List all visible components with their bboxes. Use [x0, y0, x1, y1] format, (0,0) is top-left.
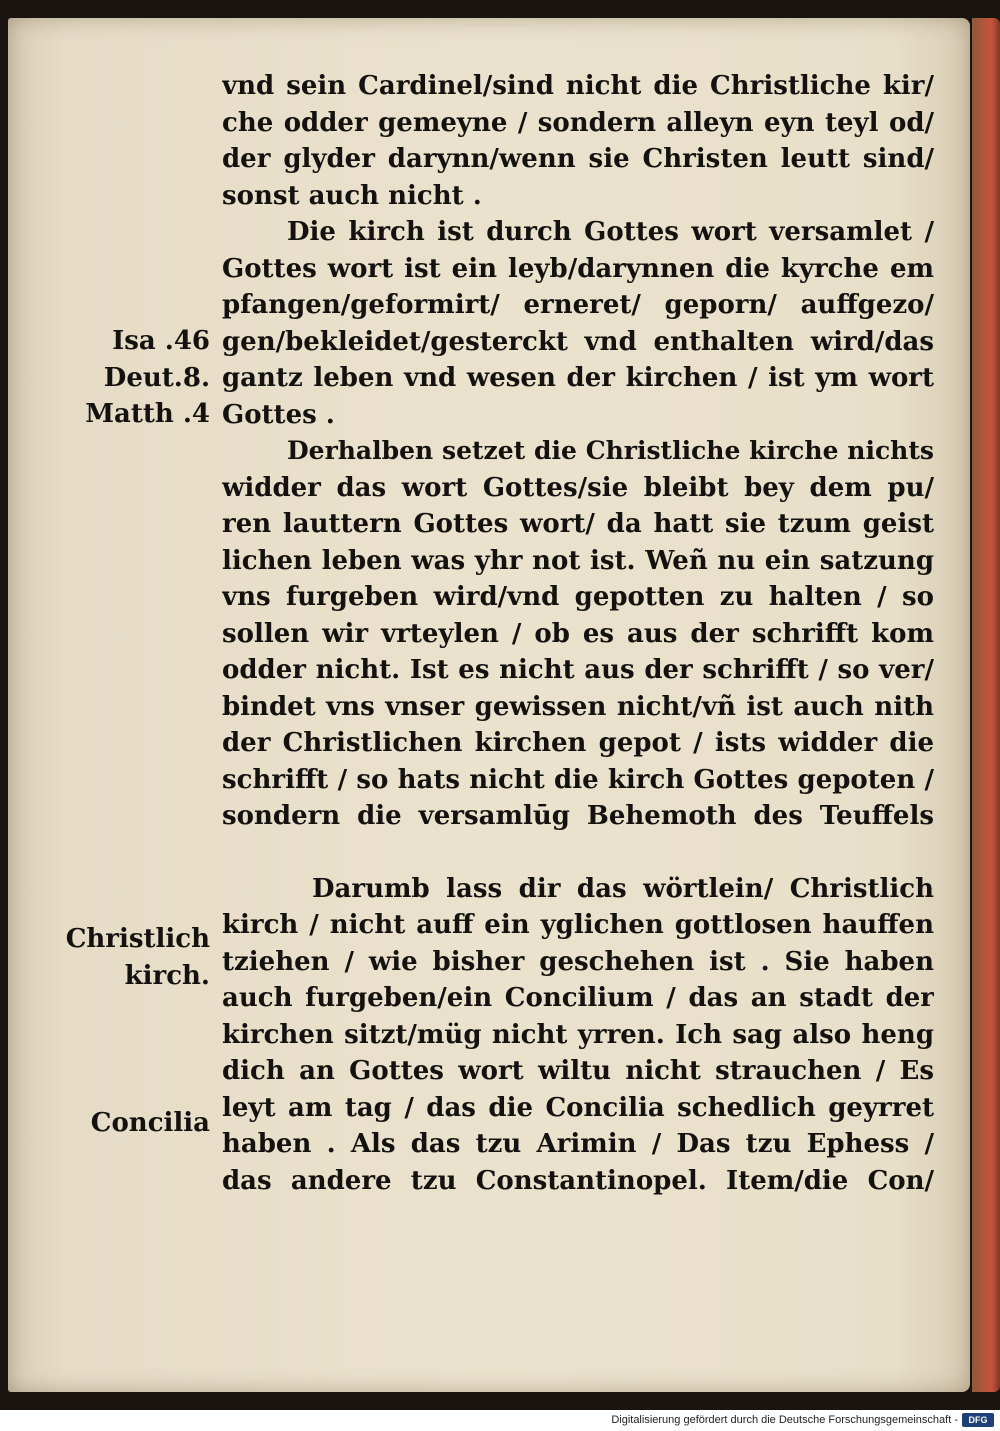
footer [0, 1410, 1000, 1431]
text-line: Darumb lass dir das wörtlein/ Christlich [312, 873, 934, 904]
text-line: dich an Gottes wort wiltu nicht strauchen / Es [222, 1056, 934, 1086]
margin-note-deut: Deut.8. [103, 363, 210, 393]
page-edge [972, 18, 1000, 1392]
text-line: widder das wort Gottes/sie bleibt bey dem pu/ [222, 472, 934, 503]
text-line: gen/bekleidet/gesterckt vnd enthalten wird/das [222, 326, 934, 357]
text-line: ren lauttern Gottes wort/ da hatt sie tzum geist [222, 509, 934, 539]
text-line: kirchen sitzt/müg nicht yrren. Ich sag also heng [222, 1019, 934, 1050]
text-line: bindet vns vnser gewissen nicht/vñ ist auch nith [222, 691, 934, 722]
text-line: odder nicht. Ist es nicht aus der schrifft / so ver/ [222, 655, 934, 685]
text-line: das andere tzu Constantinopel. Item/die Con/ [222, 1165, 934, 1196]
margin-note-matth: Matth .4 [85, 399, 210, 429]
text-line: vns furgeben wird/vnd gepotten zu halten / so [222, 582, 934, 612]
margin-note-christlich: Christlich [65, 924, 210, 954]
text-line: pfangen/geformirt/ erneret/ geporn/ auffgezo/ [222, 290, 934, 320]
text-line: auch furgeben/ein Concilium / das an stadt der [222, 983, 934, 1013]
text-line: Derhalben setzet die Christliche kirche nichts [287, 436, 934, 465]
text-line: tziehen / wie bisher geschehen ist . Sie haben [222, 946, 934, 977]
footer-credit: Digitalisierung gefördert durch die Deutsche Forschungsgemeinschaft - [611, 1414, 958, 1426]
dfg-logo: DFG [962, 1413, 994, 1427]
text-line: schrifft / so hats nicht die kirch Gottes gepoten / [222, 764, 934, 795]
text-line: der glyder darynn/wenn sie Christen leutt sind/ [222, 144, 934, 174]
text-line: sollen wir vrteylen / ob es aus der schrifft kom [222, 618, 934, 649]
margin-note-kirch: kirch. [124, 961, 210, 991]
margin-note-concilia: Concilia [90, 1108, 210, 1138]
text-line: sondern die versamlūg Behemoth des Teuffels [222, 801, 934, 831]
text-line: Die kirch ist durch Gottes wort versamlet / [287, 217, 934, 247]
text-line: sonst auch nicht . [222, 180, 482, 211]
text-line: der Christlichen kirchen gepot / ists widder die [222, 728, 934, 758]
text-line: che odder gemeyne / sondern alleyn eyn teyl od/ [222, 107, 934, 138]
paragraph-gap [222, 835, 934, 871]
text-line: vnd sein Cardinel/sind nicht die Christliche kir/ [222, 71, 934, 101]
text-line: Gottes . [222, 399, 335, 430]
margin-note-isa: Isa .46 [112, 326, 210, 356]
text-line: haben . Als das tzu Arimin / Das tzu Ephess / [222, 1129, 934, 1159]
text-line: lichen leben was yhr not ist. Weñ nu ein satzung [222, 545, 934, 576]
text-line: leyt am tag / das die Concilia schedlich geyrret [222, 1092, 934, 1123]
main-text [222, 68, 934, 1199]
text-line: gantz leben vnd wesen der kirchen / ist ym wort [222, 363, 934, 393]
text-line: kirch / nicht auff ein yglichen gottlosen hauffen [222, 910, 934, 940]
text-line: Gottes wort ist ein leyb/darynnen die kyrche em [222, 253, 934, 284]
